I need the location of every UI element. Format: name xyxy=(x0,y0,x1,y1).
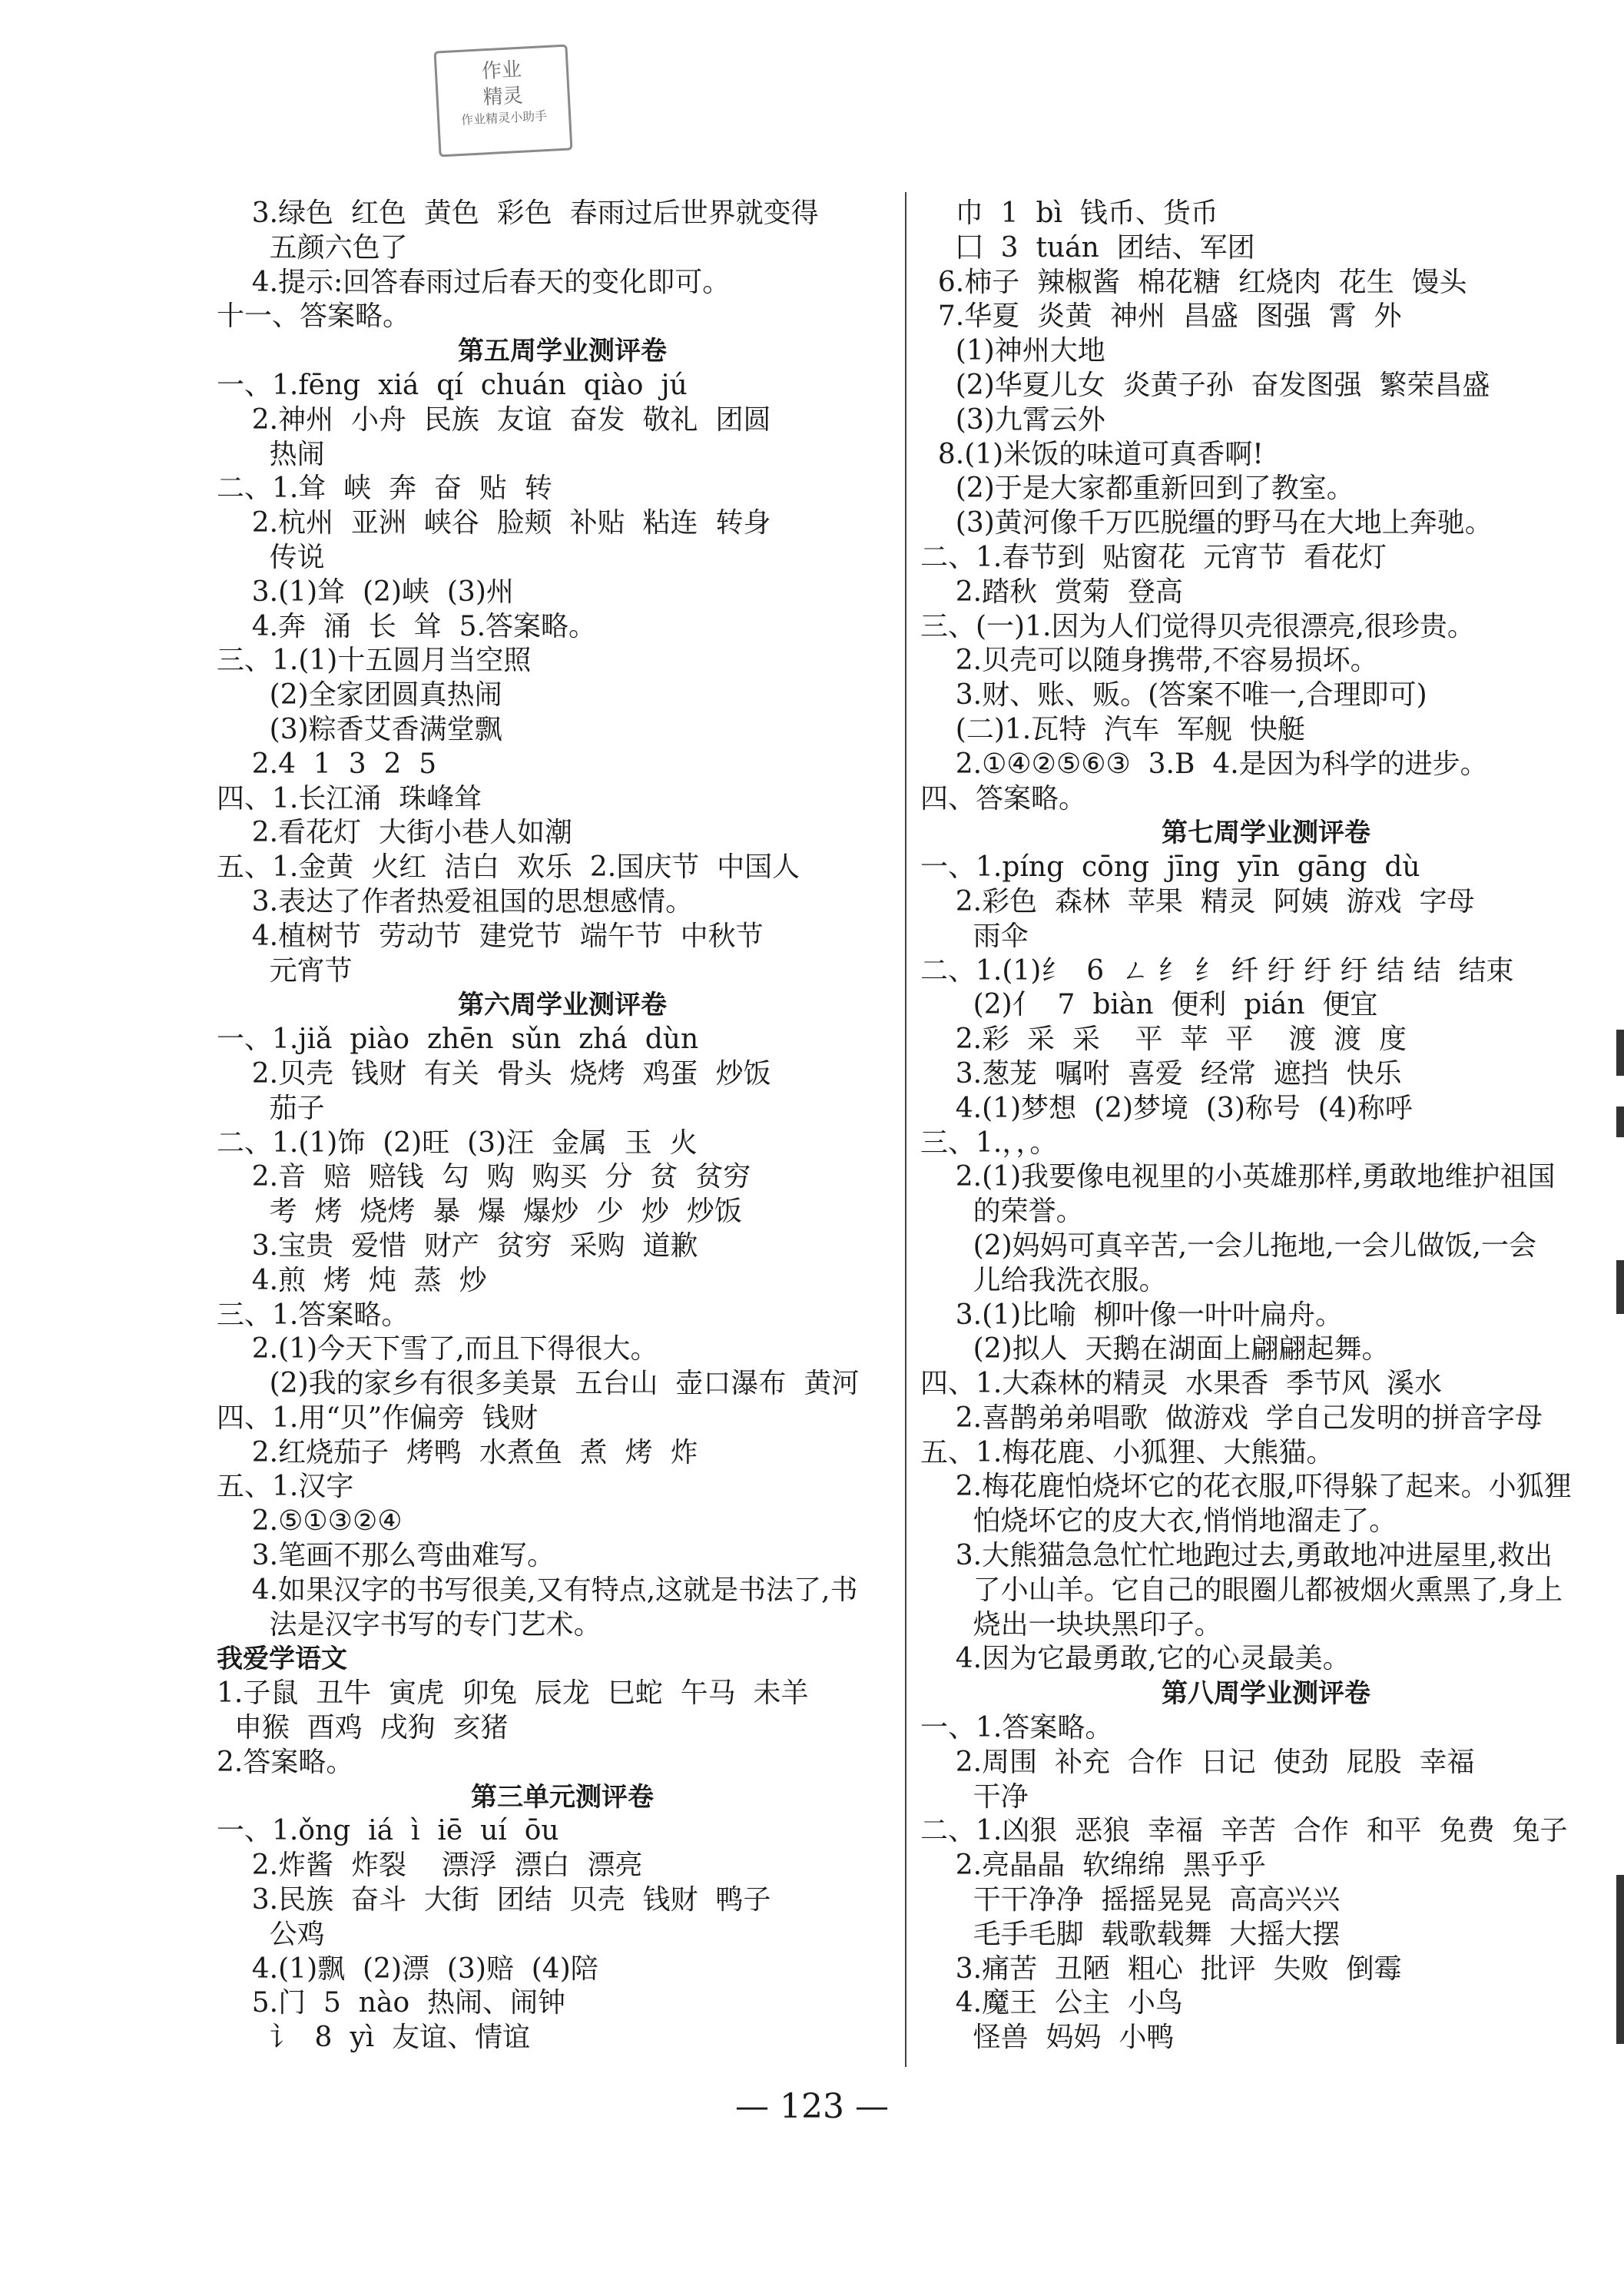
answer-line: (二)1.瓦特 汽车 军舰 快艇 xyxy=(920,713,1305,745)
answer-line: 2.贝壳可以随身携带,不容易损坏。 xyxy=(920,645,1378,677)
answer-line: (2)亻 7 biàn 便利 pián 便宜 xyxy=(920,989,1378,1021)
answer-line: 雨伞 xyxy=(920,920,1029,952)
answer-line: 2.红烧茄子 烤鸭 水煮鱼 煮 烤 炸 xyxy=(217,1436,698,1468)
answer-line: 3.民族 奋斗 大街 团结 贝壳 钱财 鸭子 xyxy=(217,1884,771,1916)
answer-line: (2)我的家乡有很多美景 五台山 壶口瀑布 黄河 xyxy=(217,1368,860,1400)
answer-line: 2.(1)我要像电视里的小英雄那样,勇敢地维护祖国 xyxy=(920,1161,1556,1193)
answer-line: 8.(1)米饭的味道可真香啊! xyxy=(920,438,1264,470)
section-subheading: 我爱学语文 xyxy=(217,1644,347,1675)
answer-line: 2.彩 采 采 平 苹 平 渡 渡 度 xyxy=(920,1024,1407,1056)
answer-line: (3)九霄云外 xyxy=(920,403,1105,436)
answer-line: 4.因为它最勇敢,它的心灵最美。 xyxy=(920,1643,1351,1675)
answer-line: 的荣誉。 xyxy=(920,1196,1084,1228)
answer-line: 五、1.金黄 火红 洁白 欢乐 2.国庆节 中国人 xyxy=(217,851,800,884)
answer-line: 儿给我洗衣服。 xyxy=(920,1264,1167,1296)
answer-line: 五、1.梅花鹿、小狐狸、大熊猫。 xyxy=(920,1436,1334,1468)
answer-line: 2.贝壳 钱财 有关 骨头 烧烤 鸡蛋 炒饭 xyxy=(217,1057,771,1090)
answer-line: 公鸡 xyxy=(217,1918,325,1950)
answer-line: 囗 3 tuán 团结、军团 xyxy=(920,231,1255,264)
answer-line: 元宵节 xyxy=(217,954,353,987)
answer-line: 3.(1)比喻 柳叶像一叶叶扁舟。 xyxy=(920,1299,1344,1331)
answer-line: 四、1.大森林的精灵 水果香 季节风 溪水 xyxy=(920,1368,1443,1400)
answer-line: 一、1.fēng xiá qí chuán qiào jú xyxy=(217,369,688,401)
answer-line: 2.(1)今天下雪了,而且下得很大。 xyxy=(217,1333,658,1365)
answer-line: 1.子鼠 丑牛 寅虎 卯兔 辰龙 巳蛇 午马 未羊 xyxy=(217,1677,809,1710)
answer-line: 4.植树节 劳动节 建党节 端午节 中秋节 xyxy=(217,920,764,952)
left-column xyxy=(217,197,908,2055)
answer-line: 2.踏秋 赏菊 登高 xyxy=(920,576,1183,608)
answer-line: 3.绿色 红色 黄色 彩色 春雨过后世界就变得 xyxy=(217,197,819,229)
answer-line: 干干净净 摇摇晃晃 高高兴兴 xyxy=(920,1884,1341,1916)
answer-line: 2.亮晶晶 软绵绵 黑乎乎 xyxy=(920,1850,1266,1882)
answer-line: 讠 8 yì 友谊、情谊 xyxy=(217,2022,531,2054)
answer-line: 6.柿子 辣椒酱 棉花糖 红烧肉 花生 馒头 xyxy=(920,266,1467,298)
answer-line: 怪兽 妈妈 小鸭 xyxy=(920,2022,1175,2054)
section-heading: 第七周学业测评卷 xyxy=(1162,818,1370,849)
answer-line: (2)全家团圆真热闹 xyxy=(217,679,502,712)
stamp-text-1: 作业 xyxy=(481,58,522,84)
answer-line: 五、1.汉字 xyxy=(217,1471,354,1503)
answer-line: 2.答案略。 xyxy=(217,1746,354,1778)
answer-line: 2.4 1 3 2 5 xyxy=(217,748,437,780)
answer-line: 7.华夏 炎黄 神州 昌盛 图强 霄 外 xyxy=(920,300,1402,333)
stamp-text-2: 精灵 xyxy=(482,84,524,110)
answer-line: 2.周围 补充 合作 日记 使劲 屁股 幸福 xyxy=(920,1746,1475,1778)
answer-line: 烧出一块块黑印子。 xyxy=(920,1608,1222,1641)
answer-line: (1)神州大地 xyxy=(920,335,1105,367)
answer-line: (3)黄河像千万匹脱缰的野马在大地上奔驰。 xyxy=(920,507,1493,539)
answer-line: 2.炸酱 炸裂 漂浮 漂白 漂亮 xyxy=(217,1850,643,1882)
answer-line: 3.痛苦 丑陋 粗心 批评 失败 倒霉 xyxy=(920,1953,1402,1985)
answer-line: 干净 xyxy=(920,1780,1029,1813)
answer-line: 十一、答案略。 xyxy=(217,300,411,333)
answer-line: 4.提示:回答春雨过后春天的变化即可。 xyxy=(217,266,731,298)
answer-line: 三、(一)1.因为人们觉得贝壳很漂亮,很珍贵。 xyxy=(920,610,1475,642)
column-divider xyxy=(905,192,906,2067)
answer-line: 3.宝贵 爱惜 财产 贫穷 采购 道歉 xyxy=(217,1229,698,1262)
stamp-text-3: 作业精灵小助手 xyxy=(460,108,548,128)
answer-line: (2)华夏儿女 炎黄子孙 奋发图强 繁荣昌盛 xyxy=(920,369,1490,401)
answer-line: 4.魔王 公主 小鸟 xyxy=(920,1987,1183,2019)
answer-line: 二、1.(1)饰 (2)旺 (3)汪 金属 玉 火 xyxy=(217,1126,698,1159)
answer-line: 传说 xyxy=(217,541,325,573)
answer-line: 2.⑤①③②④ xyxy=(217,1505,403,1538)
answer-line: 4.煎 烤 炖 蒸 炒 xyxy=(217,1264,487,1296)
answer-line: 4.如果汉字的书写很美,又有特点,这就是书法了,书 xyxy=(217,1574,858,1606)
answer-line: 四、1.用“贝”作偏旁 钱财 xyxy=(217,1402,539,1434)
answer-line: (2)拟人 天鹅在湖面上翩翩起舞。 xyxy=(920,1333,1390,1365)
answer-line: (3)粽香艾香满堂飘 xyxy=(217,713,502,745)
answer-line: 一、1.píng cōng jīng yīn gāng dù xyxy=(920,851,1420,884)
answer-line: 四、1.长江涌 珠峰耸 xyxy=(217,782,482,815)
answer-line: 了小山羊。它自己的眼圈儿都被烟火熏黑了,身上 xyxy=(920,1574,1563,1606)
answer-line: 五颜六色了 xyxy=(217,231,408,264)
section-heading: 第五周学业测评卷 xyxy=(458,336,667,367)
answer-line: 3.表达了作者热爱祖国的思想感情。 xyxy=(217,885,694,917)
answer-line: 三、1.答案略。 xyxy=(217,1299,409,1331)
answer-line: (2)于是大家都重新回到了教室。 xyxy=(920,473,1354,505)
watermark-stamp xyxy=(434,45,573,158)
answer-line: (2)妈妈可真辛苦,一会儿拖地,一会儿做饭,一会 xyxy=(920,1229,1536,1262)
answer-line: 考 烤 烧烤 暴 爆 爆炒 少 炒 炒饭 xyxy=(217,1196,742,1228)
answer-line: 法是汉字书写的专门艺术。 xyxy=(217,1608,602,1641)
answer-line: 4.奔 涌 长 耸 5.答案略。 xyxy=(217,610,597,642)
answer-line: 一、1.答案略。 xyxy=(920,1712,1113,1744)
answer-line: 3.笔画不那么弯曲难写。 xyxy=(217,1540,555,1572)
answer-line: 茄子 xyxy=(217,1092,325,1124)
answer-line: 怕烧坏它的皮大衣,悄悄地溜走了。 xyxy=(920,1505,1397,1538)
answer-line: 3.葱茏 嘱咐 喜爱 经常 遮挡 快乐 xyxy=(920,1057,1402,1090)
answer-line: 毛手毛脚 载歌载舞 大摇大摆 xyxy=(920,1918,1341,1950)
answer-line: 一、1.ǒng iá ì iē uí ōu xyxy=(217,1815,559,1847)
answer-line: 2.①④②⑤⑥③ 3.B 4.是因为科学的进步。 xyxy=(920,748,1488,780)
page-number: — 123 — xyxy=(735,2087,889,2126)
answer-line: 四、答案略。 xyxy=(920,782,1087,815)
answer-line: 5.门 5 nào 热闹、闹钟 xyxy=(217,1987,566,2019)
answer-line: 3.财、账、贩。(答案不唯一,合理即可) xyxy=(920,679,1427,712)
answer-line: 4.(1)飘 (2)漂 (3)赔 (4)陪 xyxy=(217,1953,598,1985)
section-heading: 第三单元测评卷 xyxy=(471,1781,654,1813)
edge-mark xyxy=(1616,1030,1624,1076)
answer-line: 申猴 酉鸡 戌狗 亥猪 xyxy=(217,1712,509,1744)
answer-line: 二、1.凶狠 恶狼 幸福 辛苦 合作 和平 免费 兔子 xyxy=(920,1815,1568,1847)
edge-mark xyxy=(1616,1106,1624,1137)
edge-mark xyxy=(1616,1875,1624,2044)
answer-line: 2.看花灯 大街小巷人如潮 xyxy=(217,817,573,849)
answer-line: 巾 1 bì 钱币、货币 xyxy=(920,197,1218,229)
answer-line: 二、1.耸 峡 奔 奋 贴 转 xyxy=(217,473,552,505)
answer-line: 三、1.，，。 xyxy=(920,1126,1058,1159)
section-heading: 第六周学业测评卷 xyxy=(458,990,667,1021)
answer-line: 二、1.春节到 贴窗花 元宵节 看花灯 xyxy=(920,541,1387,573)
answer-line: 3.大熊猫急急忙忙地跑过去,勇敢地冲进屋里,救出 xyxy=(920,1540,1553,1572)
answer-line: 2.音 赔 赔钱 勾 购 购买 分 贫 贫穷 xyxy=(217,1161,751,1193)
answer-line: 4.(1)梦想 (2)梦境 (3)称号 (4)称呼 xyxy=(920,1092,1413,1124)
answer-line: 三、1.(1)十五圆月当空照 xyxy=(217,645,532,677)
answer-line: 2.彩色 森林 苹果 精灵 阿姨 游戏 字母 xyxy=(920,885,1475,917)
answer-line: 2.喜鹊弟弟唱歌 做游戏 学自己发明的拼音字母 xyxy=(920,1402,1543,1434)
answer-line: 二、1.(1)纟 6 ㄥ 纟 纟 纤 纡 纡 纡 结 结 结束 xyxy=(920,954,1514,987)
answer-line: 2.杭州 亚洲 峡谷 脸颊 补贴 粘连 转身 xyxy=(217,507,771,539)
answer-line: 2.神州 小舟 民族 友谊 奋发 敬礼 团圆 xyxy=(217,403,771,436)
answer-line: 一、1.jiǎ piào zhēn sǔn zhá dùn xyxy=(217,1024,699,1056)
edge-mark xyxy=(1616,1260,1624,1314)
section-heading: 第八周学业测评卷 xyxy=(1162,1678,1370,1710)
answer-line: 2.梅花鹿怕烧坏它的花衣服,吓得躲了起来。小狐狸 xyxy=(920,1471,1572,1503)
answer-line: 热闹 xyxy=(217,438,325,470)
right-column xyxy=(920,197,1612,2055)
answer-line: 3.(1)耸 (2)峡 (3)州 xyxy=(217,576,514,608)
